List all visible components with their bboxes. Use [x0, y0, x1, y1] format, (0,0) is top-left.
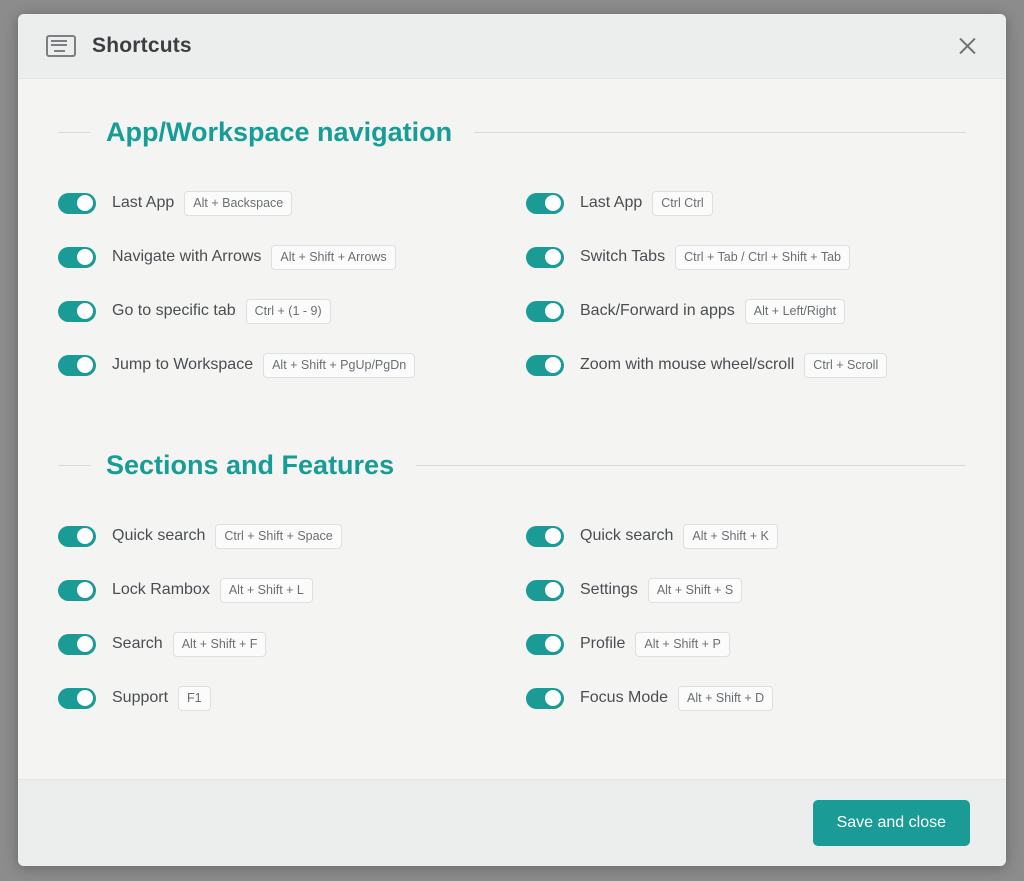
shortcut-toggle[interactable] — [58, 526, 96, 547]
shortcut-toggle[interactable] — [526, 580, 564, 601]
shortcut-toggle[interactable] — [58, 301, 96, 322]
toggle-knob — [77, 249, 93, 265]
shortcut-keys[interactable]: Alt + Backspace — [184, 191, 292, 216]
toggle-knob — [545, 357, 561, 373]
shortcut-label: Lock Rambox — [112, 581, 210, 598]
shortcut-toggle[interactable] — [58, 247, 96, 268]
shortcut-toggle[interactable] — [526, 355, 564, 376]
shortcut-row — [58, 509, 498, 563]
shortcut-label: Switch Tabs — [580, 248, 666, 265]
dialog-titlebar — [18, 14, 1006, 79]
toggle-knob — [545, 690, 561, 706]
rule-left — [58, 465, 90, 466]
toggle-knob — [77, 690, 93, 706]
section-spacer — [58, 406, 966, 450]
shortcut-toggle[interactable] — [526, 526, 564, 547]
toggle-knob — [545, 249, 561, 265]
section-header — [58, 117, 966, 148]
shortcut-row — [526, 338, 966, 392]
shortcut-toggle[interactable] — [58, 634, 96, 655]
shortcut-keys[interactable]: Alt + Shift + D — [678, 686, 773, 711]
shortcut-label: Go to specific tab — [112, 302, 236, 319]
shortcut-toggle[interactable] — [526, 634, 564, 655]
shortcut-row — [526, 671, 966, 725]
shortcut-row — [58, 230, 498, 284]
shortcut-label: Jump to Workspace — [112, 356, 254, 373]
shortcut-keys[interactable]: Alt + Shift + L — [220, 578, 313, 603]
rule-right — [474, 132, 966, 133]
shortcut-toggle[interactable] — [526, 301, 564, 322]
shortcut-toggle[interactable] — [58, 688, 96, 709]
toggle-knob — [545, 636, 561, 652]
shortcut-label: Last App — [580, 194, 643, 211]
shortcut-label: Navigate with Arrows — [112, 248, 262, 265]
shortcuts-dialog — [18, 14, 1006, 866]
shortcut-label: Back/Forward in apps — [580, 302, 735, 319]
toggle-knob — [545, 195, 561, 211]
shortcut-row — [526, 284, 966, 338]
section-app-workspace-navigation — [58, 117, 966, 392]
toggle-knob — [77, 528, 93, 544]
save-and-close-button[interactable]: Save and close — [813, 800, 970, 846]
shortcut-label: Profile — [580, 635, 626, 652]
dialog-body — [18, 79, 1006, 779]
shortcut-toggle[interactable] — [58, 193, 96, 214]
shortcut-keys[interactable]: Ctrl + Shift + Space — [215, 524, 341, 549]
shortcut-row — [58, 284, 498, 338]
shortcut-row — [526, 509, 966, 563]
close-icon[interactable] — [950, 29, 984, 63]
shortcut-label: Search — [112, 635, 163, 652]
shortcut-keys[interactable]: Alt + Shift + Arrows — [271, 245, 395, 270]
toggle-knob — [545, 528, 561, 544]
rule-right — [416, 465, 966, 466]
section-header — [58, 450, 966, 481]
toggle-knob — [77, 582, 93, 598]
shortcut-row — [58, 338, 498, 392]
section-sections-and-features — [58, 450, 966, 725]
shortcut-keys[interactable]: Alt + Shift + PgUp/PgDn — [263, 353, 415, 378]
shortcut-keys[interactable]: F1 — [178, 686, 211, 711]
shortcut-keys[interactable]: Alt + Shift + S — [648, 578, 742, 603]
dialog-footer — [18, 779, 1006, 866]
shortcut-label: Quick search — [112, 527, 206, 544]
shortcut-row — [526, 176, 966, 230]
shortcut-keys[interactable]: Ctrl + (1 - 9) — [246, 299, 331, 324]
shortcut-label: Settings — [580, 581, 638, 598]
shortcut-row — [58, 563, 498, 617]
shortcut-row — [58, 617, 498, 671]
shortcut-label: Support — [112, 689, 169, 706]
section-title: Sections and Features — [106, 450, 395, 480]
shortcut-keys[interactable]: Ctrl + Scroll — [804, 353, 887, 378]
toggle-knob — [77, 195, 93, 211]
keyboard-icon — [46, 35, 76, 57]
shortcut-toggle[interactable] — [58, 355, 96, 376]
shortcut-grid — [58, 509, 966, 725]
shortcut-row — [526, 617, 966, 671]
shortcut-keys[interactable]: Alt + Shift + P — [635, 632, 729, 657]
shortcut-keys[interactable]: Ctrl + Tab / Ctrl + Shift + Tab — [675, 245, 850, 270]
section-title: App/Workspace navigation — [106, 117, 453, 147]
shortcut-keys[interactable]: Ctrl Ctrl — [652, 191, 712, 216]
shortcut-label: Last App — [112, 194, 175, 211]
shortcut-grid — [58, 176, 966, 392]
shortcut-toggle[interactable] — [526, 247, 564, 268]
shortcut-keys[interactable]: Alt + Left/Right — [745, 299, 845, 324]
toggle-knob — [545, 582, 561, 598]
shortcut-keys[interactable]: Alt + Shift + K — [683, 524, 777, 549]
shortcut-keys[interactable]: Alt + Shift + F — [173, 632, 267, 657]
shortcut-toggle[interactable] — [526, 193, 564, 214]
rule-left — [58, 132, 90, 133]
toggle-knob — [545, 303, 561, 319]
shortcut-label: Zoom with mouse wheel/scroll — [580, 356, 795, 373]
shortcut-toggle[interactable] — [526, 688, 564, 709]
shortcut-row — [58, 671, 498, 725]
shortcut-label: Focus Mode — [580, 689, 669, 706]
toggle-knob — [77, 303, 93, 319]
shortcut-row — [526, 230, 966, 284]
toggle-knob — [77, 357, 93, 373]
toggle-knob — [77, 636, 93, 652]
shortcut-row — [526, 563, 966, 617]
shortcut-label: Quick search — [580, 527, 674, 544]
dialog-title: Shortcuts — [92, 34, 192, 57]
shortcut-row — [58, 176, 498, 230]
shortcut-toggle[interactable] — [58, 580, 96, 601]
